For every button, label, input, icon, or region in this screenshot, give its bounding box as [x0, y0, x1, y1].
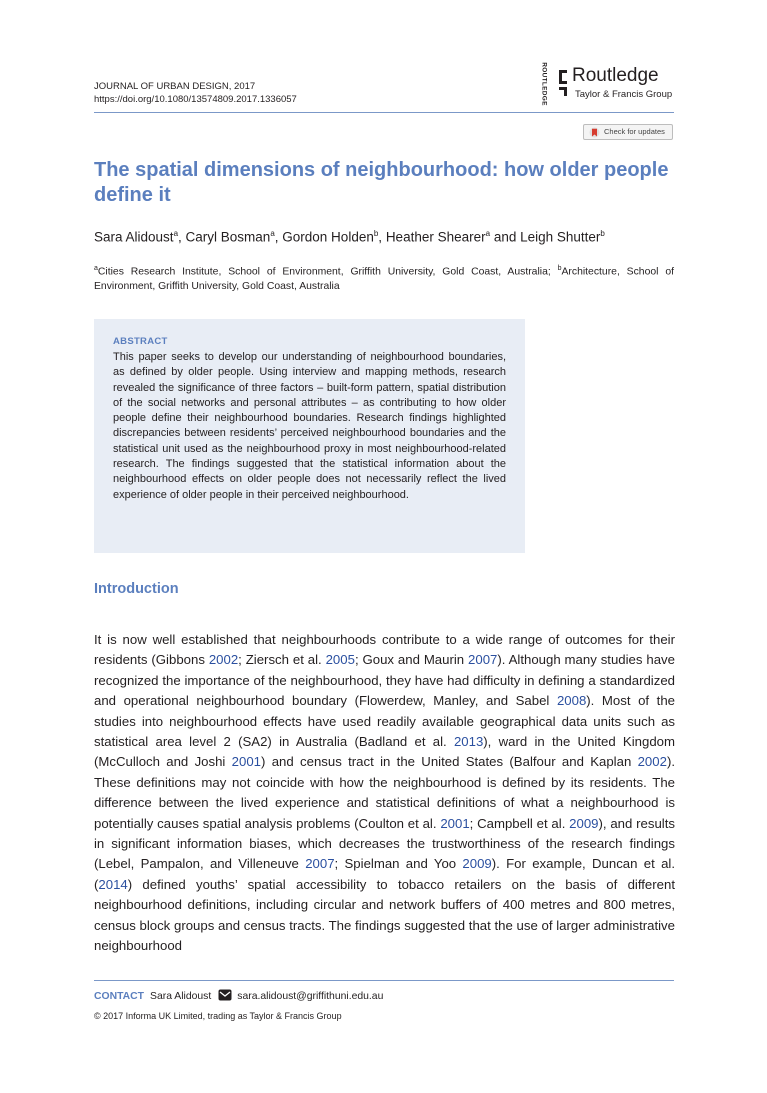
publisher-vertical-wordmark: ROUTLEDGE: [540, 62, 548, 106]
paragraph-text: ; Ziersch et al.: [238, 652, 326, 668]
contact-name: Sara Alidoust: [150, 991, 212, 1002]
paragraph-text: ). Most of the studies into neighbourhood effects have used readily available geographical data units such as statistical area level 2 (SA2) in Australia (Badland et al.: [94, 693, 675, 750]
journal-name: JOURNAL OF URBAN DESIGN, 2017: [94, 81, 256, 92]
citation-link[interactable]: 2005: [325, 652, 355, 668]
paragraph-text: ), and results in significant information biases, which decreases the trustworthiness of the research findings (Lebel, Pampalon, and Villeneuve: [94, 815, 675, 872]
email-icon: [218, 989, 232, 1001]
author-name: Heather Shearer: [385, 229, 486, 245]
citation-link[interactable]: 2001: [440, 815, 470, 831]
check-for-updates-button[interactable]: [583, 124, 673, 140]
author-affiliation-mark: a: [173, 229, 179, 238]
author-name: Sara Alidoust: [94, 229, 174, 245]
paragraph-text: ). For example, Duncan et al. (: [94, 856, 676, 892]
doi-link[interactable]: https://doi.org/10.1080/13574809.2017.1336057: [94, 94, 297, 105]
article-title: The spatial dimensions of neighbourhood: how older people define it: [94, 159, 669, 206]
check-for-updates-label: Check for updates: [604, 127, 665, 136]
citation-link[interactable]: 2007: [468, 652, 498, 668]
citation-link[interactable]: 2009: [462, 856, 492, 872]
paragraph-text: ) defined youths’ spatial accessibility to tobacco retailers on the basis of different neighbourhood definitions, including circular and network buffers of 400 metres and 800 metres, census block groups and census tracts. The findings suggested that the use of larger administrative neighbourhood: [94, 876, 675, 954]
publisher-subtitle: Taylor & Francis Group: [575, 89, 673, 100]
paragraph-text: It is now well established that neighbourhoods contribute to a wide range of outcomes for their residents (Gibbons: [94, 632, 675, 668]
paragraph-text: ; Campbell et al.: [469, 815, 570, 831]
copyright-notice: © 2017 Informa UK Limited, trading as Taylor & Francis Group: [94, 1011, 342, 1021]
citation-link[interactable]: 2007: [305, 856, 335, 872]
affiliations: [94, 261, 674, 294]
affiliation-text: Architecture, School of Environment, Griffith University, Gold Coast, Australia: [94, 266, 674, 293]
author-list: Sara Alidoust$^a$, Caryl Bosman$^a$, Gordon Holden$^b$, Heather Shearer$^a$ and Leigh Shutter$^b$: [94, 229, 605, 245]
author-name: Caryl Bosman: [185, 229, 271, 245]
contact-label: CONTACT: [94, 991, 145, 1002]
publisher-logo: [538, 62, 678, 106]
abstract-text: This paper seeks to develop our understanding of neighbourhood boundaries, as defined by older people. Using interview and mapping methods, research revealed the significance of three factors – built-form pattern, spatial distribution of the social networks and personal attributes – as contributing to how older people define their neighbourhood boundaries. Research findings highlighted discrepancies between residents’ perceived neighbourhood boundaries and the statistical unit used as the neighbourhood proxy in most neighbourhood-related research. The findings suggested that the statistical information about the neighbourhood effects on older people does not necessarily reflect the lived experience of older people in their perceived neighbourhood.: [113, 351, 506, 501]
citation-link[interactable]: 2008: [556, 693, 587, 709]
affiliation-text: Cities Research Institute, School of Environment, Griffith University, Gold Coast, Australia;: [97, 266, 558, 278]
abstract-box: [94, 319, 525, 553]
affiliation-label: b: [557, 265, 562, 272]
abstract-heading: ABSTRACT: [113, 336, 168, 347]
routledge-mark-icon: [558, 69, 568, 97]
author-name: Gordon Holden: [282, 229, 374, 245]
author-affiliation-mark: a: [485, 229, 491, 238]
paragraph-text: ; Goux and Maurin: [354, 652, 469, 668]
contact-line: [94, 989, 383, 1002]
citation-link[interactable]: 2002: [637, 754, 667, 770]
author-affiliation-mark: b: [373, 229, 379, 238]
crossmark-icon: [589, 127, 600, 138]
author-name: Leigh Shutter: [520, 229, 601, 245]
citation-link[interactable]: 2001: [231, 754, 262, 770]
paragraph-text: ) and census tract in the United States (Balfour and Kaplan: [261, 754, 638, 770]
author-affiliation-mark: b: [600, 229, 605, 238]
header-rule: [94, 112, 674, 113]
journal-info: [94, 80, 297, 106]
citation-link[interactable]: 2013: [453, 734, 484, 750]
citation-link[interactable]: 2002: [208, 652, 239, 668]
citation-link[interactable]: 2014: [98, 876, 128, 892]
author-affiliation-mark: a: [270, 229, 275, 238]
footer-rule: [94, 980, 674, 981]
introduction-paragraph: [94, 630, 675, 957]
paragraph-text: ). These definitions may not coincide with how the neighbourhood is defined by its residents. The difference between the lived experience and statistical definitions of what a neighbourhood is potentially causes spatial analysis problems (Coulton et al.: [94, 754, 675, 831]
paragraph-text: ), ward in the United Kingdom (McCulloch and Joshi: [94, 734, 675, 770]
contact-email-link[interactable]: sara.alidoust@griffithuni.edu.au: [237, 991, 384, 1002]
section-heading-introduction: Introduction: [94, 581, 179, 597]
affiliation-label: a: [94, 265, 98, 272]
paragraph-text: ). Although many studies have recognized the importance of the neighbourhood, they have had difficulty in defining a standardized and operational neighbourhood boundary (Flowerdew, Manley, and Sabel: [94, 652, 675, 709]
citation-link[interactable]: 2009: [569, 815, 599, 831]
publisher-name: Routledge: [572, 65, 659, 86]
paragraph-text: ; Spielman and Yoo: [334, 856, 463, 872]
